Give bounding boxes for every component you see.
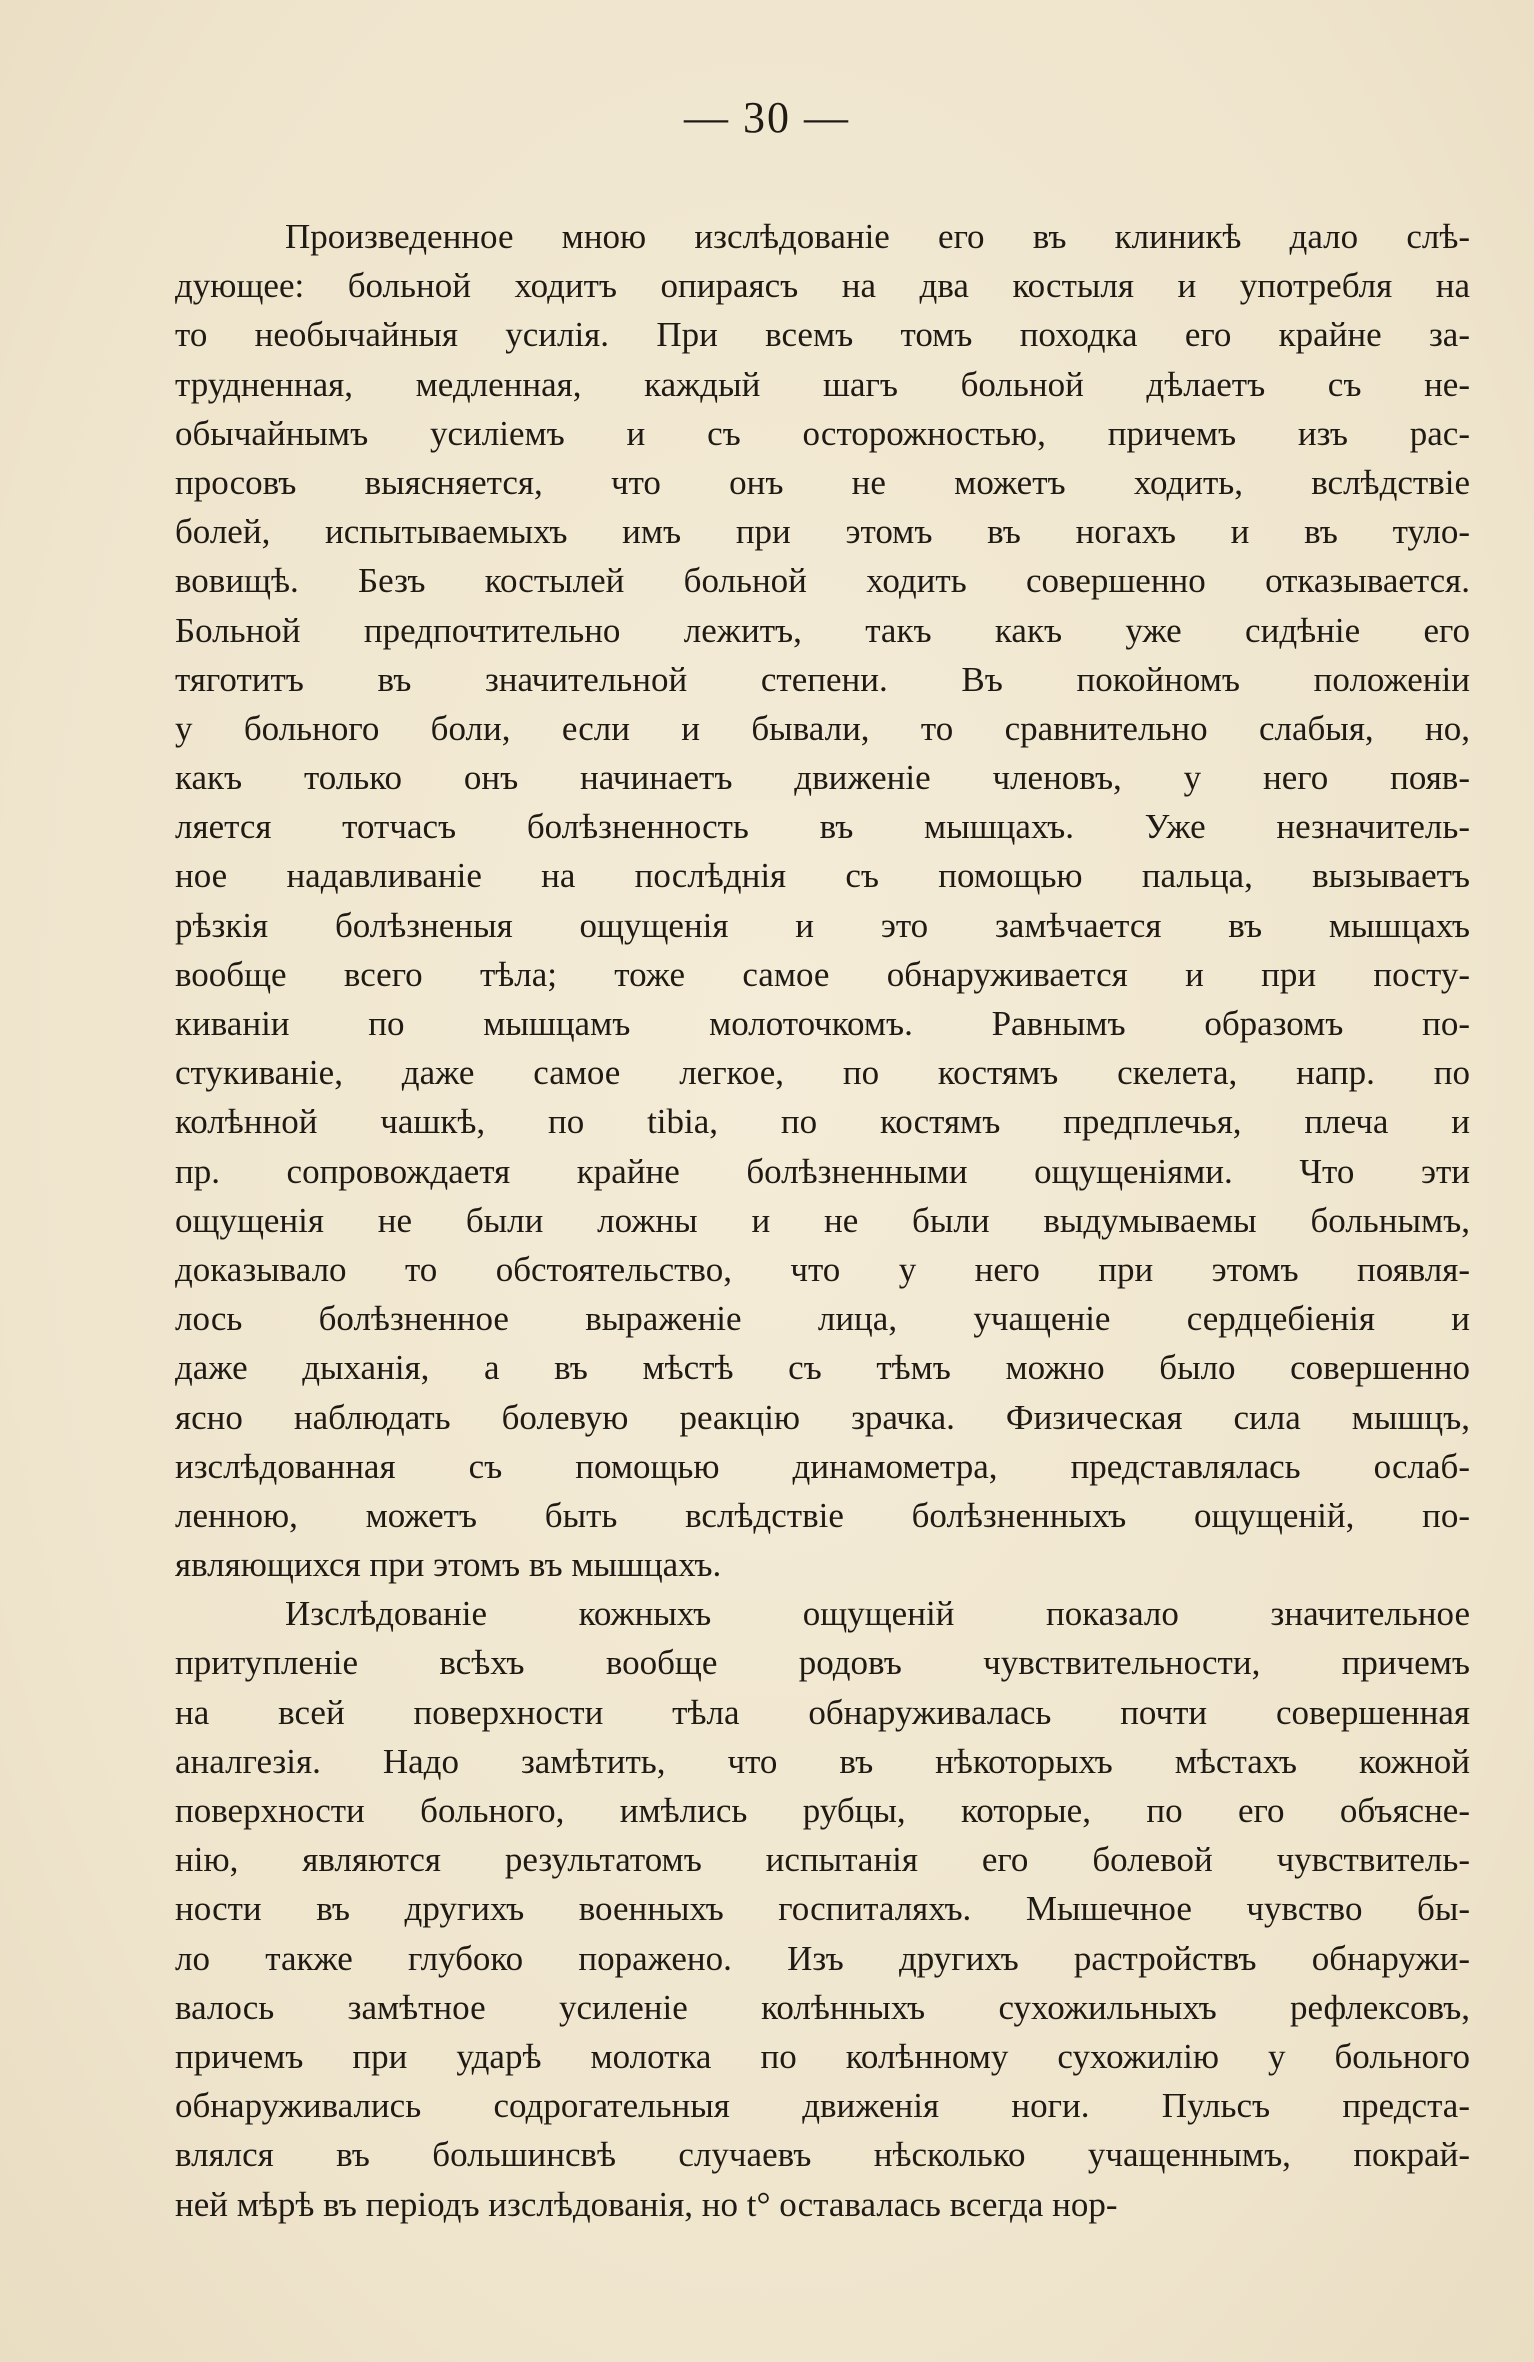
text-line: обычайнымъ усиліемъ и съ осторожностью, причемъ изъ рас- — [175, 413, 1470, 453]
text-line: колѣнной чашкѣ, по tibia, по костямъ предплечья, плеча и — [175, 1102, 1470, 1142]
text-line: аналгезія. Надо замѣтить, что въ нѣкоторыхъ мѣстахъ кожной — [175, 1741, 1470, 1781]
text-line: поверхности больного, имѣлись рубцы, которые, по его объясне- — [175, 1791, 1470, 1830]
text-line: болей, испытываемыхъ имъ при этомъ въ ногахъ и въ туло- — [175, 512, 1470, 552]
text-line: ло также глубоко поражено. Изъ другихъ растройствъ обнаружи- — [175, 1938, 1470, 1978]
text-line: притупленіе всѣхъ вообще родовъ чувствительности, причемъ — [175, 1643, 1470, 1683]
text-line: обнаруживались содрогательныя движенія ноги. Пульсъ предста- — [175, 2086, 1470, 2126]
text-line: просовъ выясняется, что онъ не можетъ ходить, вслѣдствіе — [175, 462, 1470, 502]
text-line: Произведенное мною изслѣдованіе его въ клиникѣ дало слѣ- — [285, 217, 1470, 256]
text-line: киваніи по мышцамъ молоточкомъ. Равнымъ образомъ по- — [175, 1004, 1470, 1043]
paragraph — [175, 1589, 1470, 2228]
paragraph — [175, 212, 1470, 1589]
text-line: ней мѣрѣ въ періодъ изслѣдованія, но t° оставалась всегда нор- — [175, 2184, 1118, 2224]
text-line: изслѣдованная съ помощью динамометра, представлялась ослаб- — [175, 1446, 1470, 1486]
text-line: Больной предпочтительно лежитъ, такъ какъ уже сидѣніе его — [175, 610, 1470, 650]
text-line: ленною, можетъ быть вслѣдствіе болѣзненныхъ ощущеній, по- — [175, 1495, 1470, 1535]
text-line: причемъ при ударѣ молотка по колѣнному сухожилію у больного — [175, 2036, 1470, 2076]
text-line: ощущенія не были ложны и не были выдумываемы больнымъ, — [175, 1200, 1470, 1240]
text-line: лось болѣзненное выраженіе лица, учащеніе сердцебіенія и — [175, 1299, 1470, 1339]
text-line: валось замѣтное усиленіе колѣнныхъ сухожильныхъ рефлексовъ, — [175, 1987, 1470, 2027]
text-line: пр. сопровождаетя крайне болѣзненными ощущеніями. Что эти — [175, 1151, 1470, 1191]
text-line: дующее: больной ходитъ опираясъ на два костыля и употребля на — [175, 266, 1470, 306]
text-line: нію, являются результатомъ испытанія его болевой чувствитель- — [175, 1840, 1470, 1880]
text-line: то необычайныя усилія. При всемъ томъ походка его крайне за- — [175, 315, 1470, 355]
text-line: стукиваніе, даже самое легкое, по костямъ скелета, напр. по — [175, 1053, 1470, 1093]
text-line: Изслѣдованіе кожныхъ ощущеній показало значительное — [285, 1594, 1470, 1634]
text-line: какъ только онъ начинаетъ движеніе членовъ, у него появ- — [175, 758, 1470, 798]
text-line: доказывало то обстоятельство, что у него при этомъ появля- — [175, 1249, 1470, 1289]
text-line: влялся въ большинсвѣ случаевъ нѣсколько учащеннымъ, покрай- — [175, 2135, 1470, 2175]
text-line: тяготитъ въ значительной степени. Въ покойномъ положеніи — [175, 659, 1470, 699]
text-line: трудненная, медленная, каждый шагъ больной дѣлаетъ съ не- — [175, 364, 1470, 404]
text-line: рѣзкія болѣзненыя ощущенія и это замѣчается въ мышцахъ — [175, 905, 1470, 945]
text-line: являющихся при этомъ въ мышцахъ. — [175, 1545, 722, 1585]
text-line: вовищѣ. Безъ костылей больной ходить совершенно отказывается. — [175, 561, 1470, 601]
text-line: на всей поверхности тѣла обнаруживалась почти совершенная — [175, 1692, 1470, 1732]
text-line: ляется тотчасъ болѣзненность въ мышцахъ. Уже незначитель- — [175, 807, 1470, 847]
text-line: ное надавливаніе на послѣднія съ помощью пальца, вызываетъ — [175, 856, 1470, 896]
body-text — [175, 212, 1470, 2229]
page-number: — 30 — — [684, 93, 850, 142]
text-line: у больного боли, если и бывали, то сравнительно слабыя, но, — [175, 708, 1470, 748]
text-line: ности въ другихъ военныхъ госпиталяхъ. Мышечное чувство бы- — [175, 1889, 1470, 1929]
text-line: вообще всего тѣла; тоже самое обнаруживается и при посту- — [175, 954, 1470, 994]
text-line: ясно наблюдать болевую реакцію зрачка. Физическая сила мышцъ, — [175, 1397, 1470, 1437]
text-line: даже дыханія, а въ мѣстѣ съ тѣмъ можно было совершенно — [175, 1348, 1470, 1388]
